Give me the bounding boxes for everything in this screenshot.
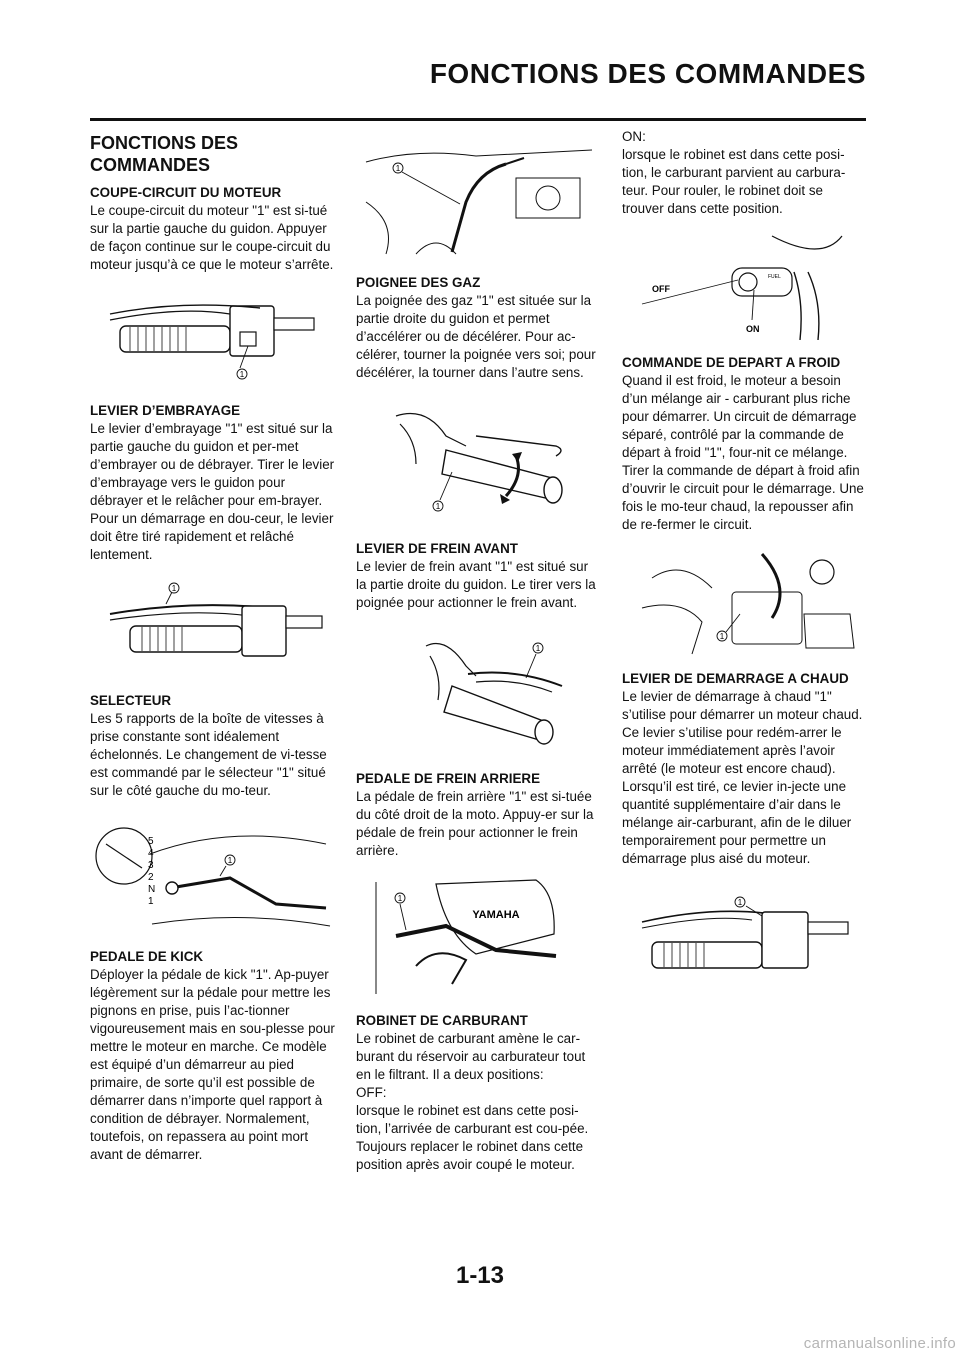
- text-selector: Les 5 rapports de la boîte de vitesses à prise constante sont idéalement échelonnés. Le changement de vi-tesse est commandé par le sélecteur "1" situé sur le côté gauche du mo-teur.: [90, 711, 327, 798]
- figure-throttle-cable: [356, 142, 602, 260]
- text-engine-stop: Le coupe-circuit du moteur "1" est si-tué sur la partie gauche du guidon. Appuyer de façon continue sur le coupe-circuit du moteur jusqu’à ce que le moteur s’arrête.: [90, 203, 334, 272]
- figure-clutch-lever: [90, 578, 336, 678]
- fuel-cock-on-label: ON: [746, 324, 760, 334]
- gear-label: 2: [148, 872, 154, 883]
- heading-clutch: LEVIER D’EMBRAYAGE: [90, 403, 241, 418]
- column-right: [622, 128, 868, 1000]
- gear-label: 3: [148, 860, 154, 871]
- callout-1: 1: [737, 898, 743, 907]
- callout-1: 1: [435, 502, 441, 511]
- heading-throttle: POIGNEE DES GAZ: [356, 275, 481, 290]
- watermark: carmanualsonline.info: [803, 1335, 956, 1352]
- gear-label: N: [148, 884, 156, 895]
- text-cold-start: Quand il est froid, le moteur a besoin d’un mélange air - carburant plus riche pour démarrer. Un circuit de démarrage séparé, contrôlé par la commande de départ à froid "1", four-nit ce mélange. Tirer la commande de départ à froid afin d’ouvrir le circuit pour le démarrage. Une fois le mo-teur chaud, la repousser afin de re-fermer le circuit.: [622, 373, 864, 532]
- column-left: [90, 128, 336, 1164]
- gear-label: 5: [148, 836, 154, 847]
- label-fuel-off: OFF:: [356, 1085, 387, 1100]
- heading-kick: PEDALE DE KICK: [90, 949, 204, 964]
- figure-choke: [622, 548, 868, 656]
- figure-engine-stop-switch: [90, 288, 336, 388]
- heading-hot-start: LEVIER DE DEMARRAGE A CHAUD: [622, 671, 849, 686]
- fuel-cock-fuel-marking: FUEL: [768, 274, 781, 280]
- text-front-brake: Le levier de frein avant "1" est situé sur la partie droite du guidon. Le tirer vers la poignée pour actionner le frein avant.: [356, 559, 596, 610]
- figure-hot-start-lever: [622, 882, 868, 986]
- heading-selector: SELECTEUR: [90, 693, 172, 708]
- callout-1: 1: [239, 370, 245, 379]
- label-fuel-on: ON:: [622, 129, 646, 144]
- yamaha-logo-text: YAMAHA: [472, 909, 520, 921]
- header-rule: [90, 118, 866, 121]
- page-header-title: FONCTIONS DES COMMANDES: [429, 58, 866, 89]
- text-kick: Déployer la pédale de kick "1". Ap-puyer légèrement sur la pédale pour mettre les pignons en prise, puis l’ac-tionner vigoureusement mais en sou-plesse pour mettre le moteur en marche. Ce modèle est équipé d’un démarreur au pied primaire, de sorte qu’il est possible de démarrer dans n’importe quel rapport à condition de débrayer. Normalement, toutefois, on repassera au point mort avant de démarrer.: [90, 967, 335, 1162]
- figure-front-brake-lever: [356, 626, 602, 756]
- callout-1: 1: [171, 584, 177, 593]
- figure-rear-brake-pedal: [356, 874, 602, 998]
- figure-throttle-grip: [356, 396, 602, 526]
- heading-fuel-cock: ROBINET DE CARBURANT: [356, 1013, 528, 1028]
- text-fuel-on: lorsque le robinet est dans cette posi-tion, le carburant parvient au carbura-teur. Pour rouler, le robinet doit se trouver dans cette position.: [622, 147, 846, 216]
- gear-label: 1: [148, 896, 154, 907]
- gear-label: 4: [148, 848, 154, 859]
- callout-1: 1: [535, 644, 541, 653]
- text-clutch: Le levier d’embrayage "1" est situé sur la partie gauche du guidon et per-met d’embrayer ou de débrayer. Tirer le levier d’embrayage vers le guidon pour débrayer et le relâcher pour em-brayer. Pour un démarrage en dou-ceur, le levier doit être tiré rapidement et relâché lentement.: [90, 421, 335, 562]
- text-fuel-cock: Le robinet de carburant amène le car-burant du réservoir au carburateur tout en le filtrant. Il a deux positions:: [356, 1031, 586, 1082]
- fuel-cock-off-label: OFF: [652, 284, 670, 294]
- section-title: FONCTIONS DES COMMANDES: [90, 133, 239, 175]
- page-number: 1-13: [455, 1262, 505, 1289]
- callout-1: 1: [227, 856, 233, 865]
- callout-1: 1: [395, 164, 401, 173]
- heading-rear-brake: PEDALE DE FREIN ARRIERE: [356, 771, 541, 786]
- callout-1: 1: [719, 632, 725, 641]
- heading-cold-start: COMMANDE DE DEPART A FROID: [622, 355, 841, 370]
- figure-fuel-cock: [622, 232, 868, 340]
- text-rear-brake: La pédale de frein arrière "1" est si-tuée du côté droit de la moto. Appuy-er sur la pédale de frein pour actionner le frein arrière.: [356, 789, 594, 858]
- text-hot-start: Le levier de démarrage à chaud "1" s’utilise pour démarrer un moteur chaud. Ce levier s’utilise pour redém-arrer le moteur immédiatement après l’avoir arrêté (le moteur est encore chaud). Lorsqu’il est tiré, ce levier in-jecte une quantité supplémentaire d’air dans le mélange air-carburant, afin de le diluer temporairement pour permettre un démarrage plus aisé du moteur.: [622, 689, 863, 866]
- heading-front-brake: LEVIER DE FREIN AVANT: [356, 541, 518, 556]
- text-fuel-off: lorsque le robinet est dans cette posi-tion, l’arrivée de carburant est cou-pée. Toujours replacer le robinet dans cette position après avoir coupé le moteur.: [356, 1103, 589, 1172]
- column-middle: [356, 128, 602, 1174]
- heading-engine-stop: COUPE-CIRCUIT DU MOTEUR: [90, 185, 282, 200]
- callout-1: 1: [397, 894, 403, 903]
- text-throttle: La poignée des gaz "1" est située sur la partie droite du guidon et permet d’accélérer ou de décélérer. Pour ac-célérer, tourner la poignée vers soi; pour décélérer, la tourner dans l’autre sens.: [356, 293, 596, 380]
- figure-shift-selector: [90, 814, 336, 934]
